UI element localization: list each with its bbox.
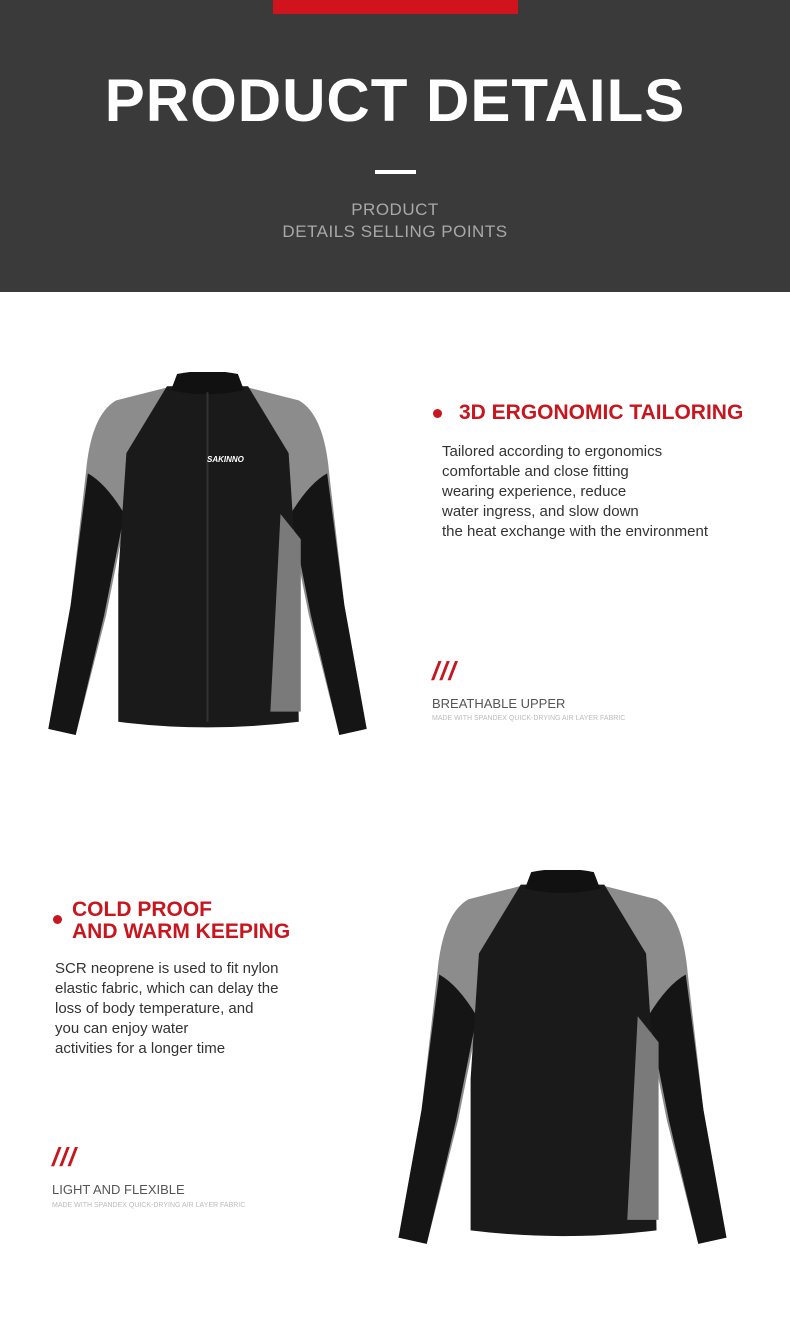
body-line: you can enjoy water xyxy=(55,1020,189,1037)
body-line: comfortable and close fitting xyxy=(442,463,629,480)
body-line: water ingress, and slow down xyxy=(442,503,639,520)
subtitle-line1: PRODUCT xyxy=(351,200,439,219)
hero-banner xyxy=(0,0,790,292)
body-line: the heat exchange with the environment xyxy=(442,523,709,540)
bullet-dot xyxy=(433,409,442,418)
front-jacket-image xyxy=(45,372,370,742)
body-line: elastic fabric, which can delay the xyxy=(55,980,279,997)
divider xyxy=(375,170,416,174)
page-title: PRODUCT DETAILS xyxy=(104,67,686,134)
back-jacket-image xyxy=(395,870,730,1251)
brand-logo: SAKINNO xyxy=(207,455,244,464)
slash-decoration: /// xyxy=(52,1142,77,1172)
body-line: SCR neoprene is used to fit nylon xyxy=(55,960,279,977)
feature-title: LIGHT AND FLEXIBLE xyxy=(52,1182,185,1197)
body-line: loss of body temperature, and xyxy=(55,1000,254,1017)
heading-line: AND WARM KEEPING xyxy=(72,920,291,943)
body-line: Tailored according to ergonomics xyxy=(442,443,663,460)
section2-heading xyxy=(72,899,290,943)
feature-subtitle: MADE WITH SPANDEX QUICK-DRYING AIR LAYER FABRIC xyxy=(52,1202,246,1209)
feature-subtitle: MADE WITH SPANDEX QUICK-DRYING AIR LAYER FABRIC xyxy=(432,715,626,722)
section2-body xyxy=(55,959,278,1059)
section1-body xyxy=(442,442,708,542)
bullet-dot xyxy=(53,915,62,924)
subtitle-line2: DETAILS SELLING POINTS xyxy=(282,222,508,241)
section1-heading: 3D ERGONOMIC TAILORING xyxy=(459,401,744,424)
body-line: wearing experience, reduce xyxy=(442,483,627,500)
heading-line: COLD PROOF xyxy=(72,898,212,921)
slash-decoration: /// xyxy=(432,656,457,686)
body-line: activities for a longer time xyxy=(55,1040,226,1057)
red-accent-bar xyxy=(273,0,518,14)
feature-title: BREATHABLE UPPER xyxy=(432,696,566,711)
